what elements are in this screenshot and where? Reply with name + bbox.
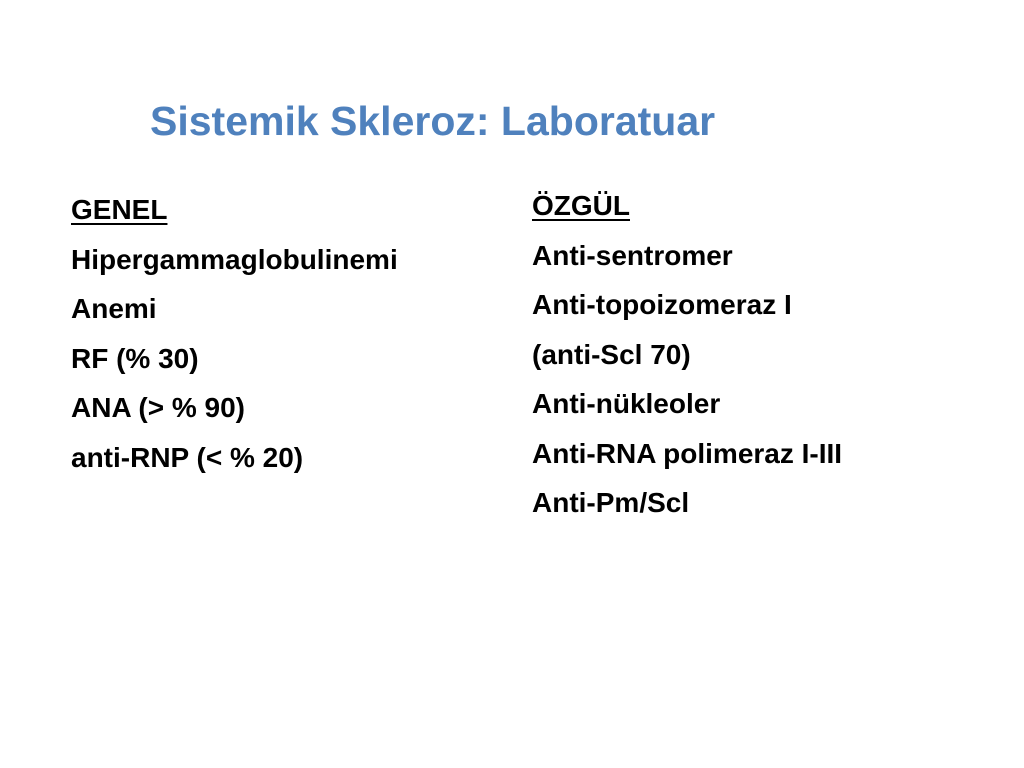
- specific-antibody-item: Anti-Pm/Scl: [532, 487, 690, 518]
- general-finding-item: Hipergammaglobulinemi: [71, 243, 398, 275]
- general-finding-item: anti-RNP (< % 20): [71, 441, 304, 473]
- specific-antibody-item: (anti-Scl 70): [532, 338, 691, 370]
- general-findings-heading: GENEL: [71, 194, 168, 225]
- general-finding-item: RF (% 30): [71, 342, 199, 374]
- general-finding-item: ANA (> % 90): [71, 392, 246, 423]
- specific-antibody-item: Anti-topoizomeraz I: [532, 289, 792, 320]
- specific-antibodies-heading: ÖZGÜL: [532, 190, 630, 221]
- specific-antibody-item: Anti-nükleoler: [532, 388, 721, 419]
- specific-antibody-item: Anti-sentromer: [532, 239, 733, 271]
- general-finding-item: Anemi: [71, 293, 157, 324]
- general-findings-column: [71, 185, 398, 482]
- specific-antibody-item: Anti-RNA polimeraz I-III: [532, 437, 843, 469]
- slide-title: Sistemik Skleroz: Laboratuar: [150, 98, 716, 144]
- specific-antibodies-column: [532, 181, 842, 528]
